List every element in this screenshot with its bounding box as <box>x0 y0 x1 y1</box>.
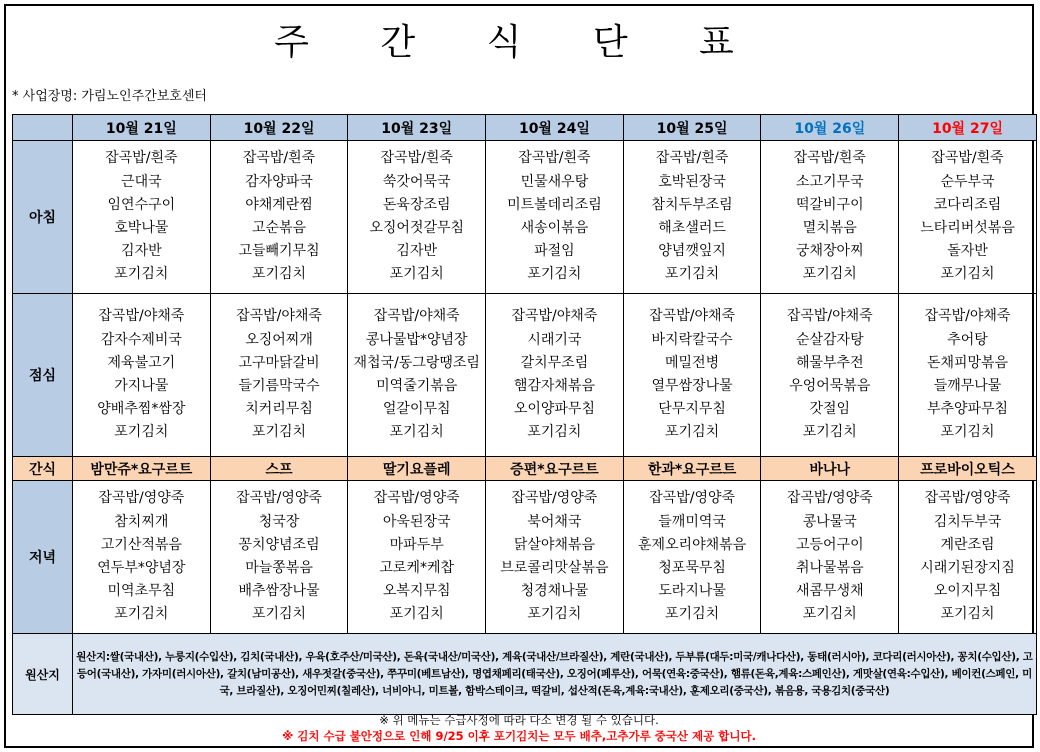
menu-sheet <box>4 4 1034 748</box>
snack-item: 밤만쥬*요구르트 <box>73 457 211 481</box>
menu-item: 포기김치 <box>114 606 169 623</box>
menu-item: 들깨무나물 <box>933 378 1002 394</box>
menu-item: 잡곡밥/야채죽 <box>373 308 460 325</box>
menu-item: 오복지무침 <box>382 583 451 600</box>
menu-item: 근대국 <box>121 173 162 190</box>
menu-item: 잡곡밥/영양죽 <box>924 490 1011 507</box>
snack-item: 프로바이오틱스 <box>899 457 1037 481</box>
menu-item: 잡곡밥/야채죽 <box>649 308 736 325</box>
day-header: 10월 21일 <box>73 115 211 141</box>
menu-item: 참치찌개 <box>114 513 169 530</box>
menu-item: 시래기국 <box>527 331 582 348</box>
menu-item: 돌자반 <box>947 243 988 260</box>
menu-item: 떡갈비구이 <box>795 196 864 213</box>
menu-item: 브로콜리맛살볶음 <box>500 560 609 576</box>
menu-cell <box>761 141 899 294</box>
menu-item: 포기김치 <box>251 266 307 283</box>
menu-item: 야채계란찜 <box>245 196 313 213</box>
menu-item: 임연수구이 <box>107 196 176 213</box>
origin-row <box>13 634 1037 715</box>
menu-cell <box>73 481 211 634</box>
menu-item: 미트볼데리조림 <box>507 196 602 213</box>
menu-item: 재첩국/동그랑땡조림 <box>353 354 480 371</box>
menu-item: 잡곡밥/영양죽 <box>786 490 873 507</box>
menu-item: 계란조림 <box>940 536 995 553</box>
menu-item: 취나물볶음 <box>795 560 864 576</box>
menu-item: 포기김치 <box>940 606 995 623</box>
menu-item: 닭살야채볶음 <box>513 536 595 553</box>
notes <box>6 712 1032 744</box>
menu-cell <box>761 294 899 457</box>
menu-item: 청국장 <box>258 513 300 530</box>
snack-item: 딸기요플레 <box>348 457 486 481</box>
menu-item: 아욱된장국 <box>382 513 451 530</box>
menu-item: 멸치볶음 <box>802 220 857 236</box>
menu-cell <box>486 481 624 634</box>
meal-label: 점심 <box>13 294 73 457</box>
menu-item: 추어탕 <box>947 331 988 348</box>
menu-item: 포기김치 <box>527 424 582 441</box>
menu-item: 김자반 <box>121 243 162 260</box>
menu-item: 얼갈이무침 <box>382 401 451 418</box>
menu-item: 돈육장조림 <box>382 196 451 213</box>
menu-item: 김자반 <box>396 243 437 260</box>
menu-item: 치커리무침 <box>245 401 313 418</box>
menu-item: 부추양파무침 <box>926 401 1009 418</box>
menu-item: 포기김치 <box>251 606 307 623</box>
menu-item: 미역초무침 <box>107 583 176 600</box>
menu-item: 포기김치 <box>114 424 169 441</box>
menu-item: 참치두부조림 <box>651 196 733 213</box>
note-menu-change: ※ 위 메뉴는 수급사정에 따라 다소 변경 될 수 있습니다. <box>379 713 659 727</box>
menu-item: 고등어구이 <box>795 536 864 553</box>
menu-item: 잡곡밥/영양죽 <box>649 490 736 507</box>
menu-item: 청포묵무침 <box>658 560 726 576</box>
menu-item: 순두부국 <box>940 173 995 190</box>
menu-item: 마파두부 <box>389 536 444 553</box>
menu-cell <box>899 141 1037 294</box>
menu-cell <box>761 481 899 634</box>
menu-item: 파절임 <box>534 243 575 260</box>
menu-item: 오징어찌개 <box>245 331 313 348</box>
menu-item: 단무지무침 <box>658 401 726 418</box>
menu-cell <box>210 481 348 634</box>
menu-item: 북어채국 <box>527 513 582 530</box>
menu-item: 해물부추전 <box>795 354 864 371</box>
snack-item: 증편*요구르트 <box>486 457 624 481</box>
menu-item: 포기김치 <box>940 266 995 283</box>
menu-cell <box>899 481 1037 634</box>
menu-item: 마늘쫑볶음 <box>245 560 313 576</box>
menu-item: 호박된장국 <box>658 173 726 190</box>
menu-item: 포기김치 <box>802 424 857 441</box>
menu-item: 포기김치 <box>114 266 169 283</box>
menu-item: 오징어젓갈무침 <box>369 220 465 236</box>
menu-item: 콩나물밥*양념장 <box>365 331 468 348</box>
menu-item: 호박나물 <box>114 220 169 236</box>
menu-item: 포기김치 <box>802 266 857 283</box>
menu-item: 고기산적볶음 <box>100 536 182 553</box>
menu-item: 들기름막국수 <box>238 378 320 394</box>
meal-label: 간식 <box>13 457 73 481</box>
menu-item: 꽁치양념조림 <box>238 536 320 553</box>
menu-item: 포기김치 <box>389 606 444 623</box>
menu-item: 햄감자채볶음 <box>513 378 595 394</box>
menu-item: 잡곡밥/흰죽 <box>380 150 453 167</box>
origin-label: 원산지 <box>13 634 73 715</box>
menu-item: 포기김치 <box>527 606 582 623</box>
menu-item: 제육불고기 <box>107 354 176 371</box>
menu-item: 포기김치 <box>665 266 720 283</box>
menu-cell <box>348 481 486 634</box>
menu-item: 도라지나물 <box>658 583 726 600</box>
menu-item: 고들빼기무침 <box>238 243 320 260</box>
menu-item: 김치두부국 <box>933 513 1002 530</box>
menu-cell <box>210 141 348 294</box>
org-label: * 사업장명: 가림노인주간보호센터 <box>12 89 207 104</box>
menu-item: 포기김치 <box>389 424 444 441</box>
menu-item: 포기김치 <box>389 266 444 283</box>
menu-item: 궁채장아찌 <box>795 243 864 260</box>
menu-item: 갈치무조림 <box>520 354 589 371</box>
day-header: 10월 24일 <box>486 115 624 141</box>
menu-cell <box>73 141 211 294</box>
menu-item: 포기김치 <box>251 424 307 441</box>
day-header: 10월 22일 <box>210 115 348 141</box>
menu-item: 가지나물 <box>114 378 169 394</box>
menu-item: 바지락칼국수 <box>651 331 733 348</box>
note-kimchi-origin: ※ 김치 수급 불안정으로 인해 9/25 이후 포기김치는 모두 배추,고추가루 중국산 제공 합니다. <box>282 729 756 743</box>
menu-item: 갓절임 <box>809 401 851 418</box>
menu-item: 연두부*양념장 <box>97 560 186 576</box>
menu-item: 양념깻잎지 <box>658 243 726 260</box>
day-header: 10월 26일 <box>761 115 899 141</box>
menu-item: 미역줄기볶음 <box>376 378 458 394</box>
menu-item: 잡곡밥/야채죽 <box>786 308 873 325</box>
menu-item: 잡곡밥/흰죽 <box>931 150 1004 167</box>
menu-item: 시래기된장지짐 <box>920 560 1015 576</box>
menu-cell <box>899 294 1037 457</box>
menu-item: 민물새우탕 <box>520 173 589 190</box>
menu-item: 해초샐러드 <box>658 220 726 236</box>
lunch-row <box>13 294 1037 457</box>
menu-item: 잡곡밥/영양죽 <box>98 490 185 507</box>
menu-item: 훈제오리야채볶음 <box>637 536 747 553</box>
dinner-row <box>13 481 1037 634</box>
breakfast-row <box>13 141 1037 294</box>
page-title: 주 간 식 단 표 <box>274 22 764 63</box>
menu-item: 들깨미역국 <box>658 513 726 530</box>
menu-item: 잡곡밥/흰죽 <box>242 150 316 167</box>
menu-item: 소고기무국 <box>795 173 864 190</box>
menu-item: 열무쌈장나물 <box>651 378 733 394</box>
menu-cell <box>486 141 624 294</box>
weekly-menu-table <box>12 114 1037 715</box>
menu-item: 포기김치 <box>665 606 720 623</box>
menu-item: 고로케*케찹 <box>379 560 455 576</box>
snack-item: 스프 <box>210 457 348 481</box>
menu-item: 고구마닭갈비 <box>238 354 320 371</box>
snack-item: 한과*요구르트 <box>623 457 761 481</box>
meal-label: 저녁 <box>13 481 73 634</box>
menu-item: 메밀전병 <box>665 354 720 371</box>
menu-item: 감자수제비국 <box>100 331 182 348</box>
menu-item: 고순볶음 <box>251 220 307 236</box>
menu-item: 오이지무침 <box>933 583 1002 600</box>
menu-cell <box>623 481 761 634</box>
menu-item: 잡곡밥/야채죽 <box>236 308 322 325</box>
menu-item: 잡곡밥/흰죽 <box>518 150 591 167</box>
menu-cell <box>623 294 761 457</box>
menu-cell <box>348 141 486 294</box>
menu-item: 순살감자탕 <box>795 331 864 348</box>
day-header: 10월 23일 <box>348 115 486 141</box>
menu-item: 새콤무생채 <box>795 583 864 600</box>
menu-item: 잡곡밥/흰죽 <box>793 150 866 167</box>
menu-item: 잡곡밥/야채죽 <box>924 308 1011 325</box>
menu-item: 돈채피망볶음 <box>926 354 1009 371</box>
menu-item: 잡곡밥/흰죽 <box>655 150 729 167</box>
origin-text: 원산지:쌀(국내산), 누룽지(수입산), 김치(국내산), 우육(호주산/미국산), 돈육(국내산/미국산), 계육(국내산/브라질산), 계란(국내산), 두부류(대두:미국/캐나다산), 동태(러시아), 코다리(러시아산), 꽁치(수입산), 고등어(국내산), 가자미(러시아산), 갈치(남미공산), 새우젓갈(중국산), 쭈꾸미(베트남산), 명엽채페리(태국산), 오징어(페루산), 어묵(연육:중국산), 햄류(돈육,계육:스페인산), 게맛살(연육:수입산), 베이컨(스페인, 미국, 브라질산), 오징어민찌(칠레산), 너비아니, 미트볼, 함박스테이크, 떡갈비, 섭산적(돈육,계육:국내산), 훈제오리(중국산), 볶음용, 국용김치(중국산) <box>73 634 1037 715</box>
menu-item: 새송이볶음 <box>520 220 589 236</box>
menu-item: 포기김치 <box>802 606 857 623</box>
menu-item: 오이양파무침 <box>513 401 595 418</box>
header-row <box>13 115 1037 141</box>
menu-item: 쑥갓어묵국 <box>382 173 451 190</box>
menu-item: 잡곡밥/야채죽 <box>98 308 185 325</box>
header-corner <box>13 115 73 141</box>
menu-item: 느타리버섯볶음 <box>920 220 1015 236</box>
menu-item: 배추쌈장나물 <box>238 583 320 600</box>
menu-item: 우엉어묵볶음 <box>789 378 871 394</box>
menu-item: 포기김치 <box>665 424 720 441</box>
day-header: 10월 27일 <box>899 115 1037 141</box>
menu-item: 잡곡밥/영양죽 <box>236 490 322 507</box>
menu-item: 잡곡밥/영양죽 <box>511 490 598 507</box>
menu-item: 코다리조림 <box>933 196 1002 213</box>
menu-item: 포기김치 <box>940 424 995 441</box>
meal-label: 아침 <box>13 141 73 294</box>
menu-cell <box>348 294 486 457</box>
menu-item: 포기김치 <box>527 266 582 283</box>
menu-item: 잡곡밥/야채죽 <box>511 308 598 325</box>
menu-item: 잡곡밥/영양죽 <box>373 490 460 507</box>
snack-item: 바나나 <box>761 457 899 481</box>
menu-item: 양배추찜*쌈장 <box>97 401 186 418</box>
day-header: 10월 25일 <box>623 115 761 141</box>
menu-cell <box>486 294 624 457</box>
menu-item: 감자양파국 <box>245 173 313 190</box>
menu-cell <box>210 294 348 457</box>
menu-cell <box>73 294 211 457</box>
menu-cell <box>623 141 761 294</box>
snack-row <box>13 457 1037 481</box>
menu-item: 청경채나물 <box>520 583 589 600</box>
menu-item: 잡곡밥/흰죽 <box>105 150 178 167</box>
menu-item: 콩나물국 <box>802 513 857 530</box>
